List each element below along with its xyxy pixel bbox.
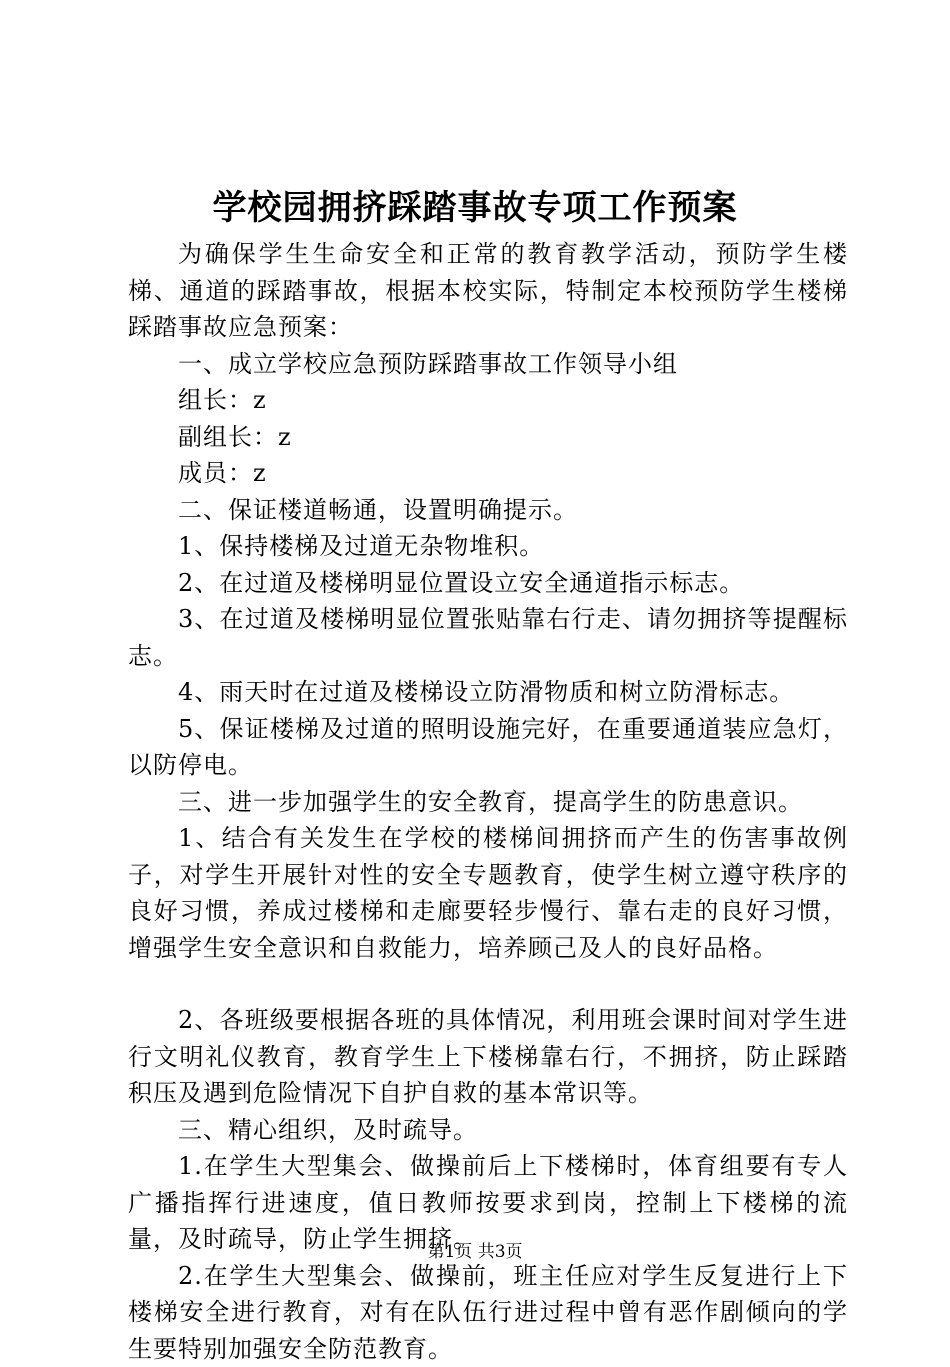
list-item: 2、各班级要根据各班的具体情况，利用班会课时间对学生进行文明礼仪教育，教育学生上下楼梯靠右行，不拥挤，防止踩踏积压及遇到危险情况下自护自救的基本常识等。 xyxy=(128,1002,848,1112)
list-item: 1.在学生大型集会、做操前后上下楼梯时，体育组要有专人广播指挥行进速度，值日教师按要求到岗，控制上下楼梯的流量，及时疏导，防止学生拥挤。 xyxy=(128,1148,848,1258)
list-item: 2.在学生大型集会、做操前，班主任应对学生反复进行上下楼梯安全进行教育，对有在队伍行进过程中曾有恶作剧倾向的学生要特别加强安全防范教育。 xyxy=(128,1258,848,1367)
list-item: 2、在过道及楼梯明显位置设立安全通道指示标志。 xyxy=(128,565,848,602)
list-item: 1、保持楼梯及过道无杂物堆积。 xyxy=(128,528,848,565)
members-line: 成员：z xyxy=(128,455,848,492)
list-item: 3、在过道及楼梯明显位置张贴靠右行走、请勿拥挤等提醒标志。 xyxy=(128,601,848,674)
leader-line: 组长：z xyxy=(128,382,848,419)
document-title: 学校园拥挤踩踏事故专项工作预案 xyxy=(0,183,950,233)
section-heading-1: 一、成立学校应急预防踩踏事故工作领导小组 xyxy=(128,346,848,383)
section-heading-3: 三、进一步加强学生的安全教育，提高学生的防患意识。 xyxy=(128,784,848,821)
page-number-footer: 第1页 共3页 xyxy=(0,1240,950,1264)
list-item: 1、结合有关发生在学校的楼梯间拥挤而产生的伤害事故例子，对学生开展针对性的安全专题教育，使学生树立遵守秩序的良好习惯，养成过楼梯和走廊要轻步慢行、靠右走的良好习惯，增强学生安全意识和自救能力，培养顾己及人的良好品格。 xyxy=(128,820,848,966)
document-body xyxy=(128,236,848,1367)
section-heading-2: 二、保证楼道畅通，设置明确提示。 xyxy=(128,492,848,529)
intro-paragraph: 为确保学生生命安全和正常的教育教学活动，预防学生楼梯、通道的踩踏事故，根据本校实际，特制定本校预防学生楼梯踩踏事故应急预案： xyxy=(128,236,848,346)
list-item: 4、雨天时在过道及楼梯设立防滑物质和树立防滑标志。 xyxy=(128,674,848,711)
section-heading-4: 三、精心组织，及时疏导。 xyxy=(128,1112,848,1149)
paragraph-spacer xyxy=(128,966,848,1002)
deputy-leader-line: 副组长：z xyxy=(128,419,848,456)
list-item: 5、保证楼梯及过道的照明设施完好，在重要通道装应急灯，以防停电。 xyxy=(128,711,848,784)
